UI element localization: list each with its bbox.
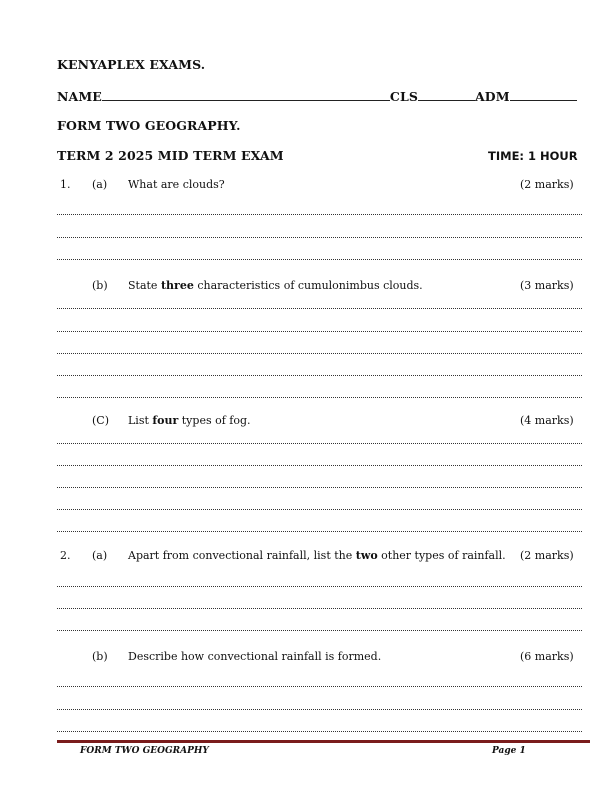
answer-line[interactable] <box>57 709 582 710</box>
school-name: KENYAPLEX EXAMS. <box>57 57 206 72</box>
question-number: 2. <box>60 549 71 562</box>
answer-line[interactable] <box>57 509 582 510</box>
answer-line[interactable] <box>57 259 582 260</box>
adm-label: ADM <box>474 89 510 104</box>
adm-field[interactable] <box>510 88 577 101</box>
answer-line[interactable] <box>57 214 582 215</box>
name-label: NAME <box>57 89 102 104</box>
answer-line[interactable] <box>57 586 582 587</box>
answer-line[interactable] <box>57 308 582 309</box>
question-part: (b) <box>92 650 108 663</box>
question-part: (a) <box>92 549 108 562</box>
answer-line[interactable] <box>57 531 582 532</box>
question-part: (C) <box>92 414 109 427</box>
question-text: State three characteristics of cumulonimbus clouds. <box>128 279 423 292</box>
answer-line[interactable] <box>57 487 582 488</box>
footer-rule <box>57 740 590 743</box>
question-text: Apart from convectional rainfall, list the two other types of rainfall. <box>128 549 506 562</box>
answer-line[interactable] <box>57 331 582 332</box>
exam-time: TIME: 1 HOUR <box>488 149 578 163</box>
name-field[interactable] <box>102 88 390 101</box>
answer-line[interactable] <box>57 237 582 238</box>
cls-label: CLS <box>389 89 418 104</box>
answer-line[interactable] <box>57 397 582 398</box>
question-marks: (2 marks) <box>520 178 574 191</box>
question-part: (b) <box>92 279 108 292</box>
page-number: Page 1 <box>492 746 526 756</box>
question-marks: (3 marks) <box>520 279 574 292</box>
student-details-line <box>57 88 584 104</box>
exam-title: TERM 2 2025 MID TERM EXAM <box>57 148 284 163</box>
answer-line[interactable] <box>57 630 582 631</box>
answer-line[interactable] <box>57 443 582 444</box>
question-text: Describe how convectional rainfall is formed. <box>128 650 382 663</box>
cls-field[interactable] <box>418 88 475 101</box>
answer-line[interactable] <box>57 353 582 354</box>
question-text: What are clouds? <box>128 178 225 191</box>
answer-line[interactable] <box>57 608 582 609</box>
question-marks: (6 marks) <box>520 650 574 663</box>
answer-line[interactable] <box>57 686 582 687</box>
footer-subject: FORM TWO GEOGRAPHY <box>80 746 209 756</box>
subject-title: FORM TWO GEOGRAPHY. <box>57 118 241 133</box>
question-part: (a) <box>92 178 108 191</box>
question-marks: (4 marks) <box>520 414 574 427</box>
answer-line[interactable] <box>57 731 582 732</box>
question-number: 1. <box>60 178 71 191</box>
question-text: List four types of fog. <box>128 414 251 427</box>
question-marks: (2 marks) <box>520 549 574 562</box>
answer-line[interactable] <box>57 465 582 466</box>
answer-line[interactable] <box>57 375 582 376</box>
